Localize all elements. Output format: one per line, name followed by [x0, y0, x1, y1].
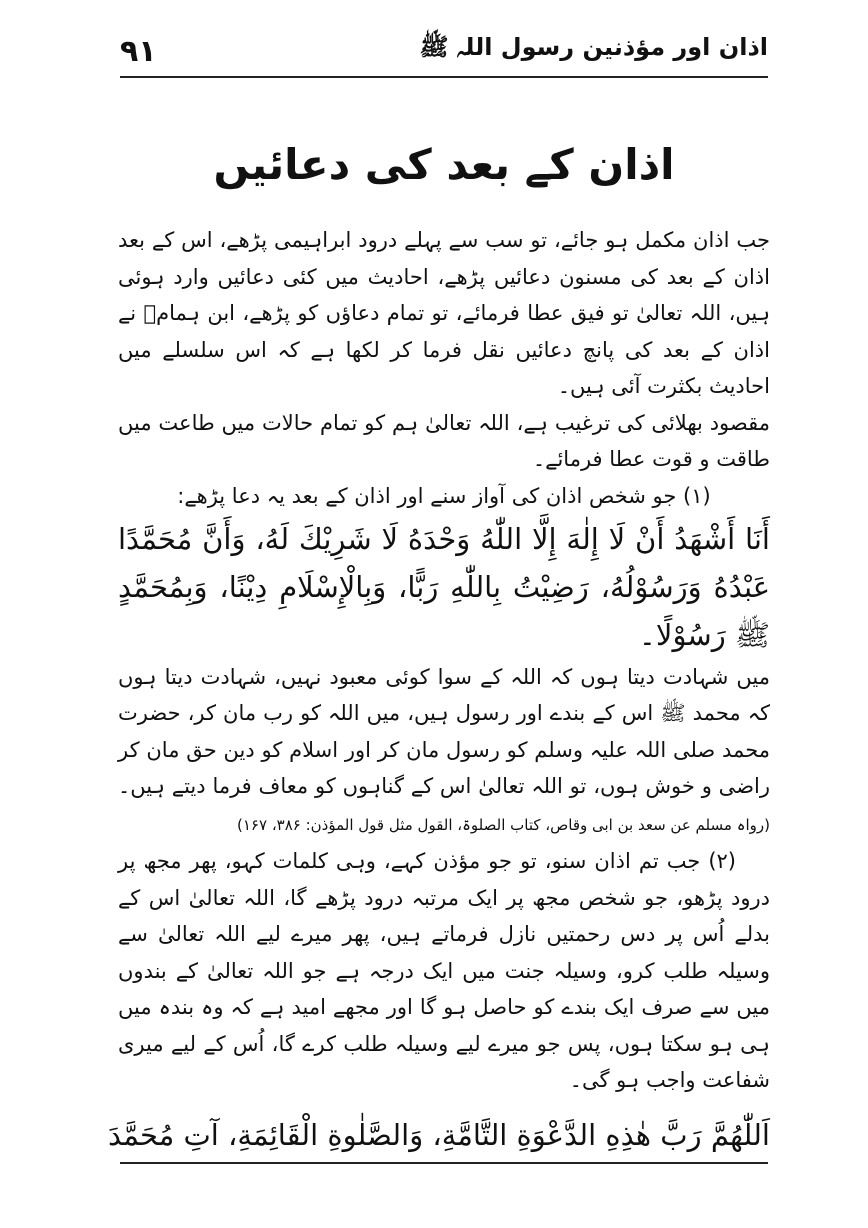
purpose-paragraph: مقصود بھلائی کی ترغیب ہے، اللہ تعالیٰ ہم کو تمام حالات میں طاعت میں طاقت و قوت عطا فرمائے۔	[118, 410, 770, 471]
prayer-1-arabic: أَنَا أَشْهَدُ أَنْ لَا إِلٰهَ إِلَّا اللّٰهُ وَحْدَهُ لَا شَرِيْكَ لَهُ، وَأَنَّ مُحَمَّدًا عَبْدُهُ وَرَسُوْلُهُ، رَضِيْتُ بِاللّٰهِ رَبًّا، وَبِالْإِسْلَامِ دِيْنًا، وَبِمُحَمَّدٍ ﷺ رَسُوْلًا۔	[118, 521, 770, 652]
prayer-1-intro: (۱) جو شخص اذان کی آواز سنے اور اذان کے بعد یہ دعا پڑھے:	[177, 483, 711, 508]
intro-paragraph: جب اذان مکمل ہو جائے، تو سب سے پہلے درود ابراہیمی پڑھے، اس کے بعد اذان کے بعد کی مسنون دعائیں پڑھے، احادیث میں کئی دعائیں وارد ہوئی ہیں، اللہ تعالیٰ تو فیق عطا فرمائے، تو تمام دعاؤں کو پڑھے، ابن ہمامؒ نے اذان کے بعد کی پانچ دعائیں نقل فرما کر لکھا ہے کہ اس سلسلے میں احادیث بکثرت آئی ہیں۔	[118, 228, 770, 398]
body-text	[118, 222, 770, 1099]
running-title: اذان اور مؤذنین رسول اللہ ﷺ	[419, 33, 768, 61]
prayer-2-paragraph: (۲) جب تم اذان سنو، تو جو مؤذن کہے، وہی کلمات کہو، پھر مجھ پر درود پڑھو، جو شخص مجھ پر ایک مرتبہ درود پڑھے گا، اللہ تعالیٰ اس کے بدلے اُس پر دس رحمتیں نازل فرماتے ہیں، پھر میرے لیے اللہ تعالیٰ سے وسیلہ طلب کرو، وسیلہ جنت میں ایک درجہ ہے جو اللہ تعالیٰ کے بندوں میں سے صرف ایک بندے کو حاصل ہو گا اور مجھے امید ہے کہ وہ بندہ میں ہی ہو سکتا ہوں، پس جو میرے لیے وسیلہ طلب کرے گا، اُس کے لیے میری شفاعت واجب ہو گی۔	[118, 849, 770, 1092]
page-title: اذان کے بعد کی دعائیں	[213, 140, 675, 189]
footer-rule	[120, 1162, 768, 1164]
bottom-arabic-line: اَللّٰهُمَّ رَبَّ هٰذِهِ الدَّعْوَةِ التَّامَّةِ، وَالصَّلٰوةِ الْقَائِمَةِ، آتِ مُحَمَّدَ	[107, 1118, 770, 1152]
hadith-reference: (رواہ مسلم عن سعد بن ابی وقاص، کتاب الصلوۃ، القول مثل قول المؤذن: ۳۸۶، ۱۶۷)	[237, 815, 770, 834]
page-header	[112, 30, 768, 72]
header-rule	[120, 76, 768, 78]
translation-paragraph	[118, 659, 770, 844]
translation-text: میں شہادت دیتا ہوں کہ اللہ کے سوا کوئی معبود نہیں، شہادت دیتا ہوں کہ محمد ﷺ اس کے بندے اور رسول ہیں، میں اللہ کو رب مان کر، حضرت محمد صلی اللہ علیہ وسلم کو رسول مان کر اور اسلام کو دین حق مان کر راضی و خوش ہوں، تو اللہ تعالیٰ اس کے گناہوں کو معاف فرما دیتے ہیں۔	[118, 664, 770, 798]
page-number: ۹۱	[120, 34, 157, 69]
